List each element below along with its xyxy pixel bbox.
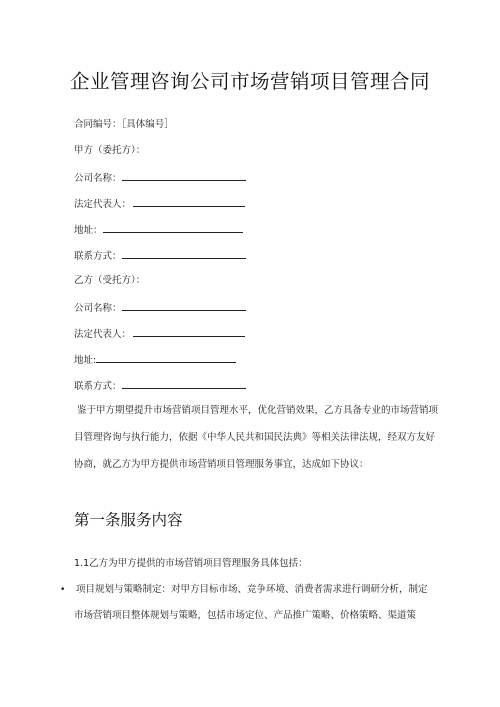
party-b-rep-label: 法定代表人：	[74, 329, 132, 340]
party-b-rep-blank	[133, 327, 245, 337]
party-a-company	[74, 171, 246, 185]
contract-number: 合同编号：［具体编号］	[74, 119, 174, 130]
party-b-contact	[74, 379, 246, 393]
party-b-company	[74, 301, 246, 315]
document-title: 企业管理咨询公司市场营销项目管理合同	[69, 70, 430, 93]
party-a-address	[74, 223, 243, 237]
party-b-contact-label: 联系方式：	[74, 381, 122, 392]
party-b-address	[74, 353, 236, 367]
party-a-address-blank	[103, 223, 243, 233]
party-a-contact-label: 联系方式：	[74, 251, 122, 262]
party-a-contact-blank	[122, 249, 246, 259]
intro-line-1: 鉴于甲方期望提升市场营销项目管理水平，优化营销效果，乙方具备专业的市场营销项	[77, 405, 439, 416]
party-a-rep	[74, 197, 245, 211]
party-a-rep-label: 法定代表人：	[74, 199, 132, 210]
party-a-heading: 甲方（委托方）：	[74, 145, 146, 156]
party-a-rep-blank	[133, 197, 245, 207]
party-b-company-blank	[122, 301, 246, 311]
party-b-rep	[74, 327, 245, 341]
bullet-line-2: 市场营销项目整体规划与策略，包括市场定位、产品推广策略、价格策略、渠道策	[74, 610, 417, 621]
party-a-contact	[74, 249, 246, 263]
party-b-company-label: 公司名称：	[74, 303, 122, 314]
clause-1-1: 1.1乙方为甲方提供的市场营销项目管理服务具体包括：	[74, 558, 308, 569]
intro-line-2: 目管理咨询与执行能力，依据《中华人民共和国民法典》等相关法律法规，经双方友好	[74, 432, 436, 443]
party-b-contact-blank	[122, 379, 246, 389]
bullet-marker: •	[60, 585, 66, 595]
intro-line-3: 协商，就乙方为甲方提供市场营销项目管理服务事宜，达成如下协议：	[74, 459, 369, 470]
party-b-address-label: 地址:	[74, 355, 97, 366]
party-a-address-label: 地址：	[74, 225, 103, 236]
party-b-address-blank	[96, 353, 236, 363]
party-a-company-blank	[122, 171, 246, 181]
party-a-company-label: 公司名称：	[74, 173, 122, 184]
bullet-line-1: 项目规划与策略制定：对甲方目标市场、竞争环境、消费者需求进行调研分析，制定	[76, 584, 428, 595]
party-b-heading: 乙方（受托方）：	[74, 275, 146, 286]
section-1-heading: 第一条服务内容	[74, 511, 183, 529]
